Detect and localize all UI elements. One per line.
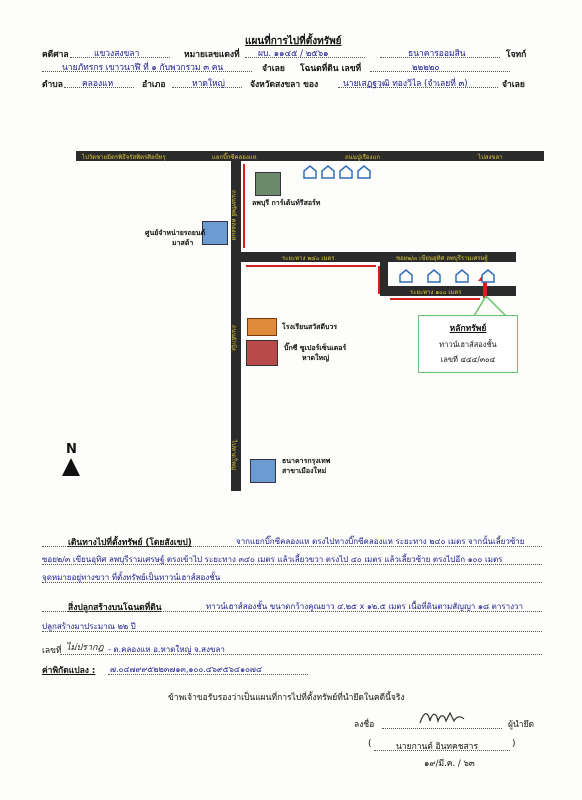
sign-role: ผู้นำยึด bbox=[508, 720, 535, 730]
car-dealer-building-icon bbox=[202, 221, 228, 245]
road-label-branch2: ซอย๒/๓ เขียนอุทิศ ลพบุรีรามเศรษฐ์ bbox=[396, 255, 488, 262]
house-icons-top bbox=[302, 164, 378, 180]
coords-label: ค่าพิกัดแปลง : bbox=[42, 666, 96, 676]
landmark-car-dealer-line2: มาสด้า bbox=[172, 239, 194, 247]
defendant-value: นายภัทรกร เขาวนาฬี ที่ ๑ กับพวกรวม ๓ คน bbox=[62, 63, 224, 73]
asset-callout-line2: เลขที่ ๔๔๔/๓๐๔ bbox=[440, 355, 496, 364]
route-line bbox=[246, 265, 376, 267]
subdistrict-label: ตำบล bbox=[42, 80, 63, 90]
district-label: อำเภอ bbox=[142, 80, 166, 90]
north-arrow-icon bbox=[62, 458, 80, 476]
district-value: หาดใหญ่ bbox=[192, 79, 225, 89]
coords-value: ๗.๐๔๗๙๙๕๒๒๓๗๑๓,๑๐๐.๔๖๙๕๖๔๑๐๗๔ bbox=[110, 665, 263, 674]
asset-callout-line1: ทาวน์เฮาส์สองชั้น bbox=[439, 340, 497, 349]
case-no-label: หมายเลขแดงที่ bbox=[184, 50, 240, 60]
house-icons-branch bbox=[398, 268, 508, 284]
road-label-top-left: ไปวัดชายมิตรพิธีจรัสพิตรศิลป์หรุ bbox=[82, 154, 166, 161]
house-no-handwritten: ไม่ปรากฎ bbox=[66, 643, 104, 653]
resort-building-icon bbox=[255, 172, 281, 196]
subdistrict-value: คลองแห bbox=[82, 79, 114, 89]
callout-connector bbox=[470, 296, 510, 316]
court-value: แขวงสงขลา bbox=[94, 49, 140, 59]
road-label-top-mid: แยกบิ๊กซีคลองแห bbox=[212, 154, 257, 161]
road-label-top-far: ไปสงขลา bbox=[478, 154, 503, 161]
case-no-value: ผบ. ๑๑๔๕ / ๒๕๖๑ bbox=[258, 49, 329, 59]
route-line bbox=[243, 164, 245, 248]
road-label-top-right: ถนนปู่เรืองแก bbox=[345, 154, 380, 161]
school-building-icon bbox=[247, 318, 277, 336]
page-title: แผนที่การไปที่ตั้งทรัพย์ bbox=[245, 36, 342, 47]
name-open-paren: ( bbox=[368, 739, 372, 749]
directions-line2: ซอย๒/๓ เขียนอุทิศ ลพบุรีรามเศรษฐ์ ตรงเข้าไป ระยะทาง ๓๔๐ เมตร แล้วเลี้ยวขวา ตรงไป ๔๐ เมตร แล้วเลี้ยวซ้าย ตรงไปอีก ๑๐๐ เมตร bbox=[42, 555, 503, 564]
road-label-branch: ระยะทาง ๒๔๐ เมตร bbox=[282, 255, 335, 262]
court-label: คดีศาล bbox=[42, 50, 69, 60]
bigc-building-icon bbox=[246, 340, 278, 366]
handwritten-signature bbox=[418, 707, 466, 727]
deed-value: ๒๒๒๒๐ bbox=[412, 63, 440, 73]
route-line bbox=[378, 266, 380, 294]
sign-label: ลงชื่อ bbox=[354, 720, 375, 730]
branch-road-connector bbox=[380, 262, 388, 296]
plaintiff-label: โจทก์ bbox=[506, 50, 527, 60]
landmark-bigc-line2: หาดใหญ่ bbox=[302, 354, 330, 362]
road-label-branch3: ระยะทาง ๑๐๐ เมตร bbox=[410, 289, 462, 296]
certify-text: ข้าพเจ้าขอรับรองว่าเป็นแผนที่การไปที่ตั้งทรัพย์ที่นำยึดในคดีนี้จริง bbox=[168, 693, 405, 703]
directions-label: เดินทางไปที่ตั้งทรัพย์ (โดยสังเขป) bbox=[68, 538, 192, 548]
asset-callout-box bbox=[418, 315, 518, 373]
house-no-value: - ต.คลองแห อ.หาดใหญ่ จ.สงขลา bbox=[108, 645, 225, 654]
signer-name: นายกานต์ อินทคชสาร bbox=[396, 742, 479, 752]
name-close-paren: ) bbox=[512, 739, 516, 749]
landmark-bank-line2: สาขาเมืองใหม่ bbox=[282, 467, 327, 475]
landmark-school: โรงเรียนสวัสดีบวร bbox=[282, 323, 338, 331]
asset-callout-title: หลักทรัพย์ bbox=[449, 324, 487, 334]
bank-building-icon bbox=[250, 459, 276, 483]
route-line bbox=[390, 298, 480, 300]
road-label-side: ถนนผักบุ้ง bbox=[230, 325, 237, 351]
plaintiff-value: ธนาคารออมสิน bbox=[408, 49, 466, 59]
landmark-resort: ลพบุรี การ์เด้นท์รีสอร์ท bbox=[252, 199, 321, 207]
directions-line1: จากแยกบิ๊กซีคลองแห ตรงไปทางบิ๊กซีคลองแห ระยะทาง ๒๔๐ เมตร จากนั้นเลี้ยวซ้าย bbox=[236, 537, 525, 546]
province-label: จังหวัดสงขลา ของ bbox=[250, 80, 319, 90]
north-label: N bbox=[66, 442, 77, 457]
landmark-bigc: บิ๊กซี ซูเปอร์เซ็นเตอร์ bbox=[284, 344, 347, 352]
house-no-label: เลขที่ bbox=[42, 646, 62, 656]
building-line1: ทาวน์เฮาส์สองชั้น ขนาดกว้างคูณยาว ๔.๒๕ x ๑๒.๕ เมตร เนื้อที่ดินตามสัญญา ๑๘ ตารางวา bbox=[206, 602, 523, 611]
building-line2: ปลูกสร้างมาประมาณ ๒๒ ปี bbox=[42, 622, 136, 631]
defendant-label: จำเลย bbox=[262, 64, 285, 74]
landmark-car-dealer: ศูนย์จำหน่ายรถยนต์ bbox=[145, 229, 206, 237]
deed-label: โฉนดที่ดิน เลขที่ bbox=[300, 64, 362, 74]
building-label: สิ่งปลูกสร้างบนโฉนดที่ดิน bbox=[68, 603, 162, 613]
owner-value: นายเสฏฐวุฒิ ทองวิไล (จำเลยที่ ๓) bbox=[343, 79, 468, 89]
road-label-vertical: ถนนทรัพย์ คลองแห bbox=[230, 190, 237, 241]
road-label-vertical-lower: ไปหาดใหญ่ bbox=[230, 440, 237, 471]
owner-suffix: จำเลย bbox=[502, 80, 525, 90]
landmark-bank: ธนาคารกรุงเทพ bbox=[282, 457, 331, 465]
sign-date: ๑๙/มี.ค. / ๖๓ bbox=[424, 759, 475, 769]
directions-line3: จุดหมายอยู่ทางขวา ที่ตั้งทรัพย์เป็นทาวน์เฮาส์สองชั้น bbox=[42, 573, 221, 582]
